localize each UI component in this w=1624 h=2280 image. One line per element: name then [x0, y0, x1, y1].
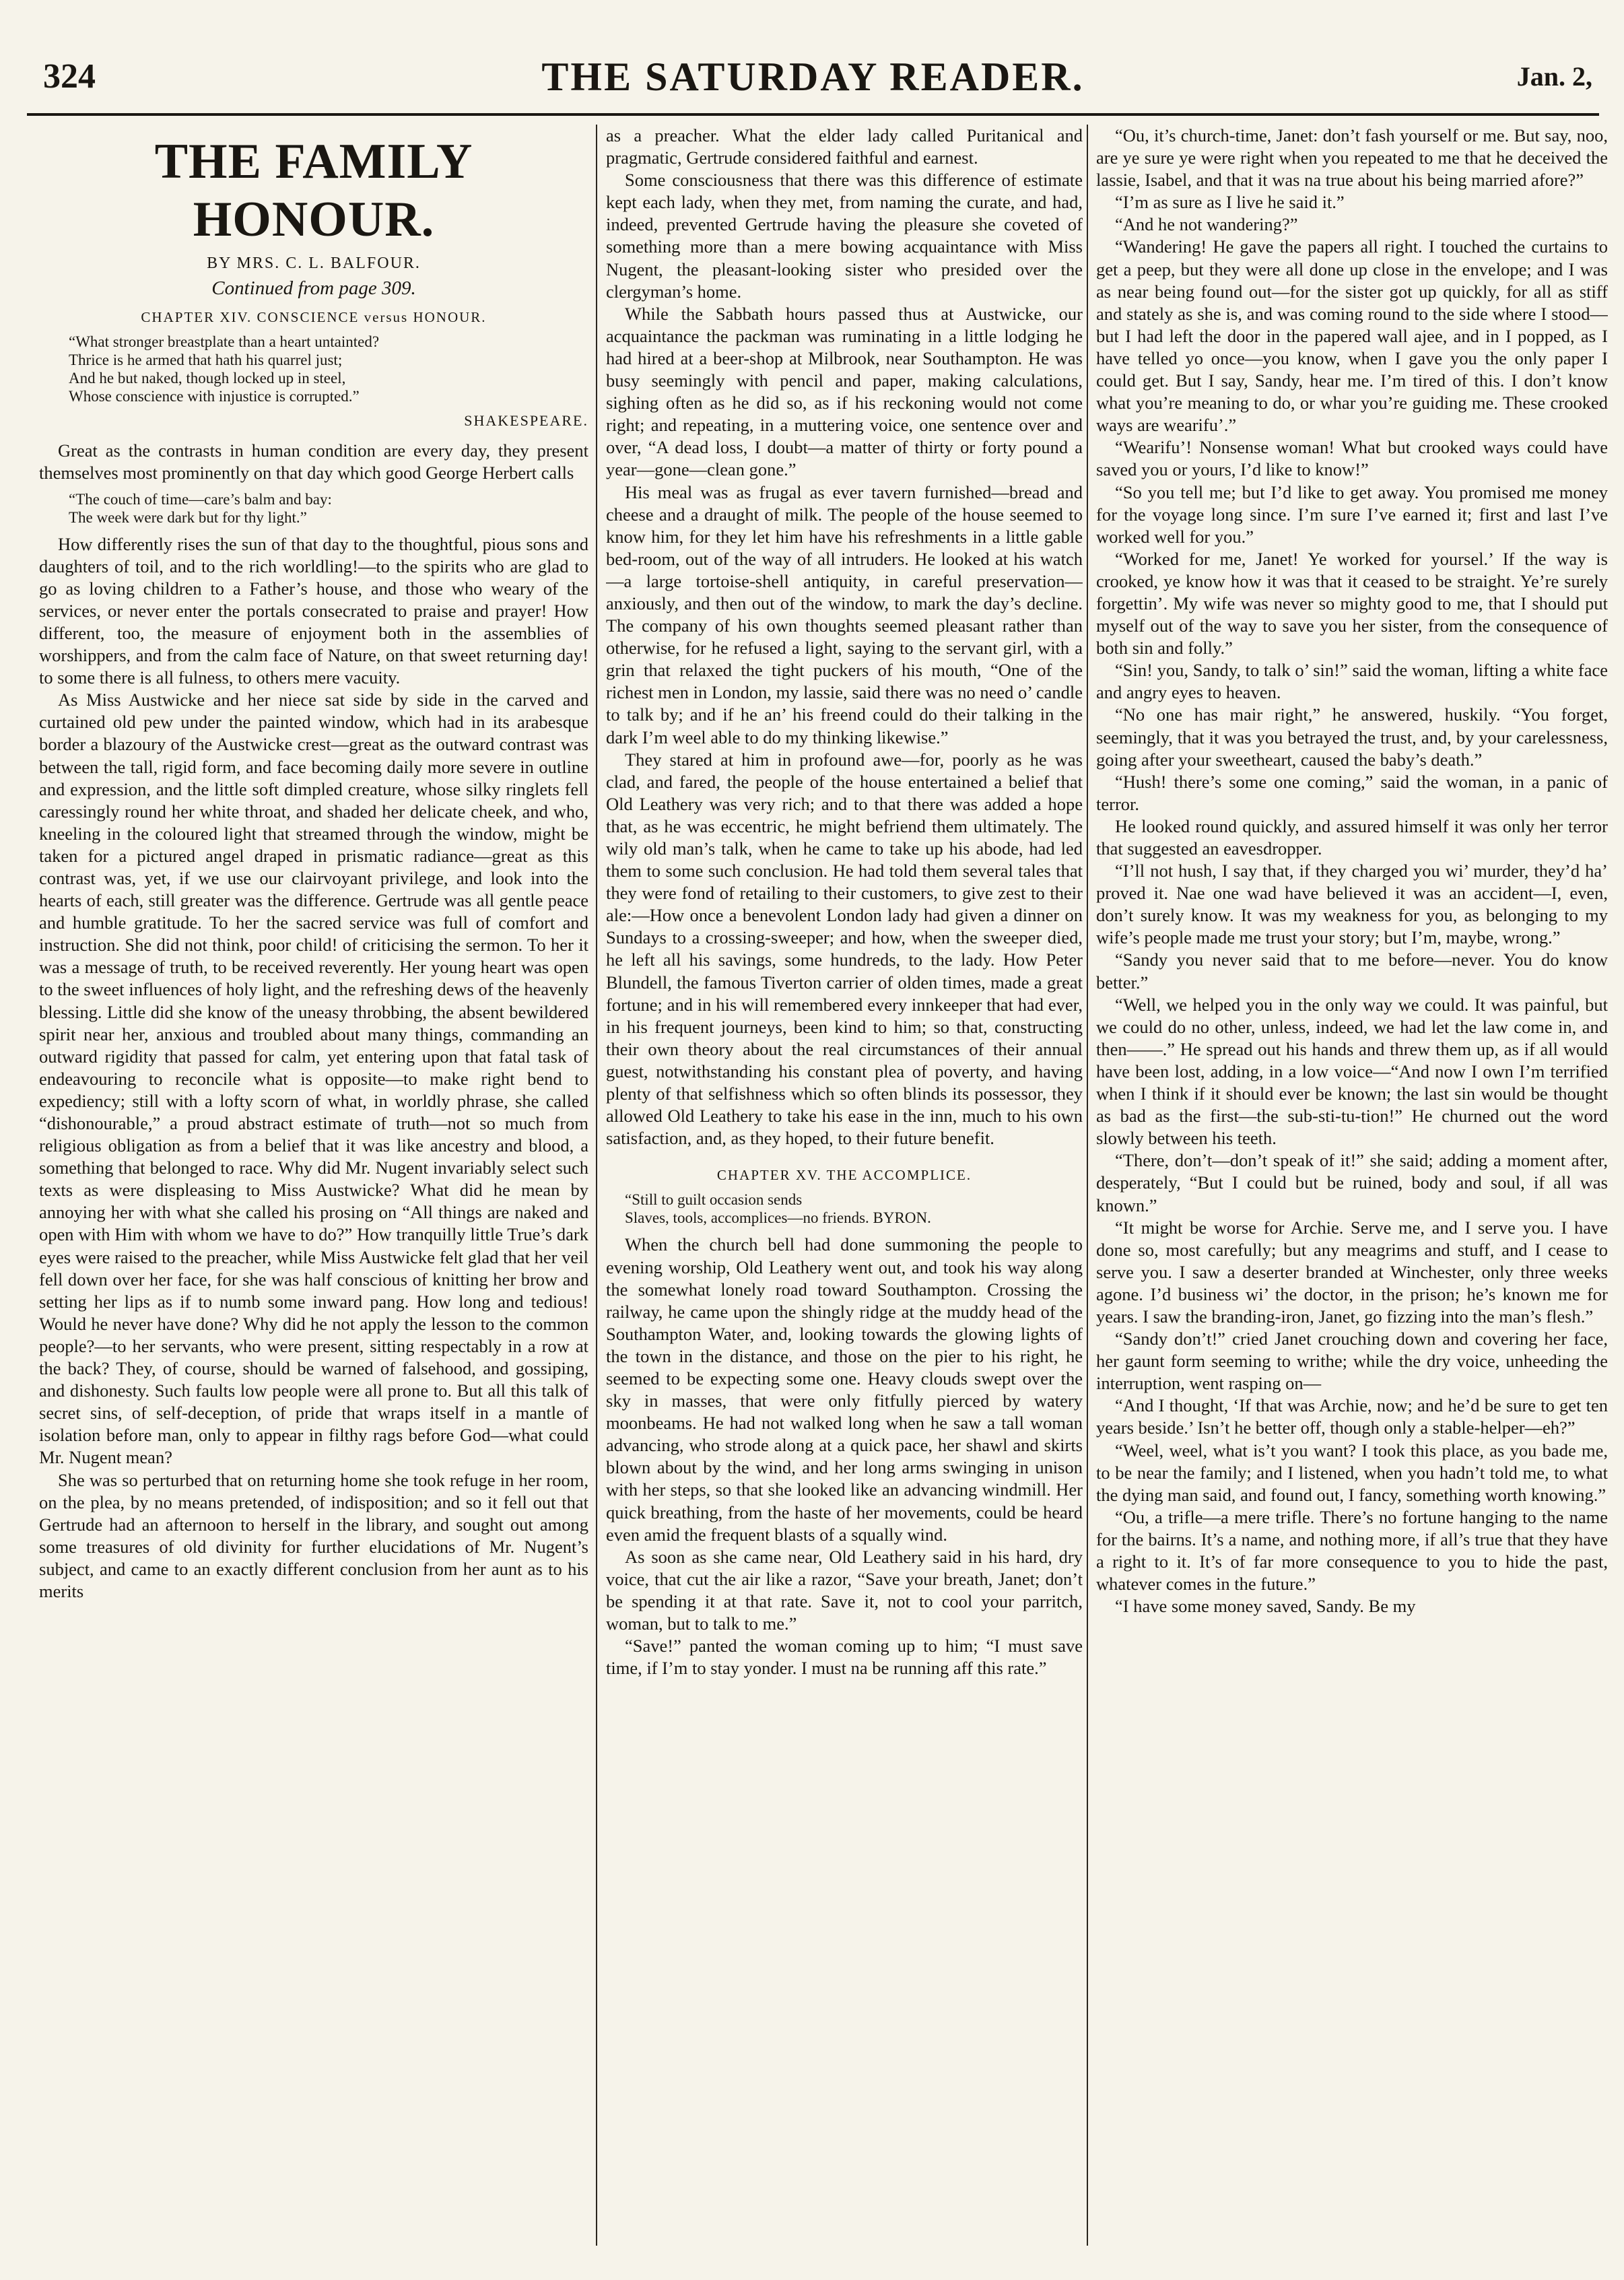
quote-line: “The couch of time—care’s balm and bay: [69, 490, 332, 508]
paragraph: “So you tell me; but I’d like to get away. You promised me money for the voyage long since. I’m sure I’ve earned it; first and last I’ve worked well for you.” [1096, 481, 1608, 547]
column-2 [606, 125, 1083, 2246]
column-rule [1087, 125, 1088, 2246]
paragraph: “Ou, it’s church-time, Janet: don’t fash yourself or me. But say, noo, are ye sure ye were right when you repeated to me that he deceived the lassie, Isabel, and that it was na true about his being married afore?” [1096, 125, 1608, 191]
paragraph: “And he not wandering?” [1115, 214, 1298, 235]
paragraph: “I have some money saved, Sandy. Be my [1115, 1596, 1416, 1617]
epigraph-attribution: SHAKESPEARE. [464, 412, 588, 430]
paragraph: “Hush! there’s some one coming,” said the woman, in a panic of terror. [1096, 771, 1608, 814]
continued-note: Continued from page 309. [211, 277, 416, 300]
paragraph: “No one has mair right,” he answered, huskily. “You forget, seemingly, that it was you betrayed the trust, and, by your carelessness, going after your sweetheart, caused the baby’s death.” [1096, 704, 1608, 770]
column-rule [596, 125, 597, 2246]
paragraph: “It might be worse for Archie. Serve me, and I serve you. I have done so, most carefully; but any meagrims and stuff, and I cease to serve you. I saw a deserter branded at Winchester, only three weeks agone. I’d business wi’ the doctor, in the prison; he’s known me for years. I saw the branding-iron, Janet, go fizzing into the man’s flesh.” [1096, 1217, 1608, 1327]
paragraph: as a preacher. What the elder lady called Puritanical and pragmatic, Gertrude considered faithful and earnest. [606, 125, 1083, 168]
paragraph: “Sin! you, Sandy, to talk o’ sin!” said the woman, lifting a white face and angry eyes to heaven. [1096, 660, 1608, 703]
epigraph-line: “What stronger breastplate than a heart untainted? [69, 333, 380, 351]
paragraph: “And I thought, ‘If that was Archie, now; and he’d be sure to get ten years beside.’ Isn’t he better off, though only a stable-helper—eh?” [1096, 1395, 1608, 1438]
story-title: THE FAMILY HONOUR. [154, 134, 473, 247]
epigraph-line: Thrice is he armed that hath his quarrel just; [69, 351, 343, 369]
epigraph-line: Slaves, tools, accomplices—no friends. BYRON. [625, 1209, 931, 1227]
paragraph: When the church bell had done summoning the people to evening worship, Old Leathery went out, and took his way along the somewhat lonely road toward Southampton. Crossing the railway, he came upon the shingly ridge at the muddy head of the Southampton Water, and, looking towards the glowing lights of the town in the distance, and those on the pier to his right, he seemed to be expecting some one. Heavy clouds swept over the sky in masses, that were only fitfully pierced by watery moonbeams. He had not walked long when he saw a tall woman advancing, who strode along at a quick pace, her shawl and skirts blown about by the wind, and her long arms swinging in unison with her steps, so that she looked like an advancing windmill. Her quick breathing, from the haste of her movements, could be heard even amid the frequent blasts of a squally wind. [606, 1234, 1083, 1545]
paragraph: His meal was as frugal as ever tavern furnished—bread and cheese and a draught of milk. The people of the house seemed to know him, for they let him have his refreshments in a little gable bed-room, out of the way of all intruders. He looked at his watch—a large tortoise-shell antiquity, in careful preservation—anxiously, and then out of the window, to mark the day’s decline. The company of his own thoughts seemed pleasant rather than otherwise, for he refused a light, saying to the servant girl, with a grin that relaxed the tight puckers of his mouth, “One of the richest men in London, my lassie, said there was no need o’ candle to talk by; and if he an’ his freend could do their talking in the dark I’m weel able to do my thinking likewise.” [606, 481, 1083, 747]
epigraph [625, 1191, 1083, 1227]
epigraph [69, 333, 588, 405]
paragraph: As Miss Austwicke and her niece sat side by side in the carved and curtained old pew under the painted window, which had in its arabesque border a blazoury of the Austwicke crest—great as the outward contrast was between the tall, rigid form, and face becoming daily more severe in outline and expression, and the little soft dimpled creature, whose silky ringlets fell caressingly round her white throat, and shaded her delicate cheek, and who, kneeling in the coloured light that streamed through the window, might be taken for a pictured angel draped in prismatic radiance—great as this contrast was, yet, if we use our clairvoyant privilege, and look into the hearts of each, still greater was the difference. Gertrude was all gentle peace and humble gratitude. To her the sacred service was full of comfort and instruction. She did not think, poor child! of criticising the sermon. To her it was a message of truth, to be received reverently. Her young heart was open to the sweet influences of holy light, and the refreshing dews of the heavenly blessing. Little did she know of the uneasy throbbing, the absent bewildered spirit near her, anxious and troubled about many things, commanding an outward rigidity that passed for calm, yet entering upon that fatal task of endeavouring to reconcile what is opposite—to make right bend to expediency; still with a lofty scorn of what, in worldly phrase, she called “dishonourable,” a proud abstract estimate of truth—not so much from religious obligation as from a belief that it was like ancestry and blood, a something that belonged to race. Why did Mr. Nugent invariably select such texts as were displeasing to Miss Austwicke? What did he mean by annoying her with what she called his prosing on “All things are naked and open with Him with whom we have to do?” How tranquilly little True’s dark eyes were raised to the preacher, while Miss Austwicke felt glad that her veil fell down over her face, for she was half conscious of knitting her brow and setting her lips as if to numb some inward pang. How long and tedious! Would he never have done? Why did he not apply the lesson to the common people?—to her servants, who were present, sitting respectably in a row at the back? They, of course, should be warned of falsehood, and gossiping, and dishonesty. Such faults low people were all prone to. But all this talk of secret sins, of self-deception, of pride that wraps itself in a mantle of isolation before man, only to appear in filthy rags before God—what could Mr. Nugent mean? [39, 690, 588, 1468]
page-header [27, 39, 1599, 116]
paragraph: While the Sabbath hours passed thus at Austwicke, our acquaintance the packman was ruminating in a little lodging he had hired at a beer-shop at Milbrook, near Southampton. He was busy seemingly with pencil and paper, making calculations, sighing often as he did so, as if his reckoning would not come right; and repeating, in a muttering voice, one sentence over and over, “A dead loss, I doubt—a matter of thirty or forty pound a year—gone—clean gone.” [606, 303, 1083, 480]
herbert-quote [69, 490, 588, 527]
quote-line: The week were dark but for thy light.” [69, 508, 307, 526]
paragraph: “I’ll not hush, I say that, if they charged you wi’ murder, they’d ha’ proved it. Nae one wad have believed it was an accident—I, even, don’t surely know. It was my weakness for you, as belonging to my wife’s people made me trust your story; but I’m, maybe, wrong.” [1096, 861, 1608, 948]
paragraph: “Ou, a trifle—a mere trifle. There’s no fortune hanging to the name for the bairns. It’s a name, and nothing more, if all’s true that they have a right to it. It’s of far more consequence to you to hide the past, whatever comes in the future.” [1096, 1506, 1608, 1595]
paragraph: As soon as she came near, Old Leathery said in his hard, dry voice, that cut the air like a razor, “Save your breath, Janet; don’t be spending it at that rate. Save it, not to cool your parritch, woman, but to talk to me.” [606, 1546, 1083, 1634]
page-number: 324 [43, 57, 96, 96]
paragraph: “Wearifu’! Nonsense woman! What but crooked ways could have saved you or yours, I’d like to know!” [1096, 437, 1608, 480]
paragraph: “Worked for me, Janet! Ye worked for yoursel.’ If the way is crooked, ye know how it was that it ceased to be straight. Ye’re surely forgettin’. My wife was never so mighty good to me, that I should put myself out of the way to save you her sister, from the consequence of both sin and folly.” [1096, 548, 1608, 659]
paragraph: “There, don’t—don’t speak of it!” she said; adding a moment after, desperately, “But I could but be ruined, body and soul, if all was known.” [1096, 1150, 1608, 1215]
paragraph: “Save!” panted the woman coming up to him; “I must save time, if I’m to stay yonder. I must na be running aff this rate.” [606, 1636, 1083, 1679]
paragraph: She was so perturbed that on returning home she took refuge in her room, on the plea, by no means pretended, of indisposition; and so it fell out that Gertrude had an afternoon to herself in the library, and sought out among some treasures of old divinity for further elucidations of Mr. Nugent’s subject, and came to an exactly different conclusion from her aunt as to his merits [39, 1469, 588, 1601]
chapter-heading: CHAPTER XIV. CONSCIENCE versus HONOUR. [141, 309, 487, 326]
paragraph: “Well, we helped you in the only way we could. It was painful, but we could do no other, unless, indeed, we had let the law come in, and then——.” He spread out his hands and threw them up, as if all would have been lost, adding, in a low voice—“And now I own I’m terrified when I think if it should ever be known; the last sin would be thought as bad as the first—the sub-sti-tu-tion!” He churned out the word slowly between his teeth. [1096, 994, 1608, 1149]
paragraph: “I’m as sure as I live he said it.” [1115, 192, 1345, 213]
chapter-heading: CHAPTER XV. THE ACCOMPLICE. [716, 1167, 972, 1184]
paragraph: “Weel, weel, what is’t you want? I took this place, as you bade me, to be near the family; and I listened, when you hadn’t told me, to what the dying man said, and found out, I fancy, something worth knowing.” [1096, 1440, 1608, 1505]
column-1 [39, 125, 588, 2246]
epigraph-line: And he but naked, though locked up in steel, [69, 370, 346, 387]
epigraph-line: Whose conscience with injustice is corrupted.” [69, 388, 360, 405]
paragraph: “Sandy you never said that to me before—never. You do know better.” [1096, 949, 1608, 993]
paragraph: “Wandering! He gave the papers all right. I touched the curtains to get a peep, but they were all done up close in the envelope; and I was as near being found out—for the sister got up quickly, for all as stiff and stately as she is, and was coming round to the side where I stood—but I had left the door in the papered wall ajee, and in I popped, as I have telled yo once—you know, when I gave you the only paper I could get. But I say, Sandy, hear me. I’m tired of this. I don’t know what you’re meaning to do, or whar you’re guiding me. These crooked ways are wearifu’.” [1096, 236, 1608, 436]
column-3 [1096, 125, 1608, 2246]
paragraph: How differently rises the sun of that day to the thoughtful, pious sons and daughters of toil, and to the rich worldling!—to the spirits who are glad to go as loving children to a Father’s house, and those who weary of the services, or never enter the portals consecrated to praise and prayer! How different, too, the measure of enjoyment both in the assemblies of worshippers, and from the calm face of Nature, on that sweet returning day! to some there is all fulness, to others mere vacuity. [39, 533, 588, 688]
byline: BY MRS. C. L. BALFOUR. [207, 255, 421, 272]
paragraph: They stared at him in profound awe—for, poorly as he was clad, and fared, the people of the house entertained a belief that Old Leathery was very rich; and to that there was added a hope that, as he was eccentric, he might befriend them ultimately. The wily old man’s talk, when he came to take up his abode, had led them to some such conclusion. He had told them several tales that they were fond of retailing to their customers, to give zest to their ale:—How once a benevolent London lady had given a dinner on Sundays to a crossing-sweeper; and how, when the sweeper died, he left all his savings, some hundreds, to the lady. How Peter Blundell, the famous Tiverton carrier of olden times, made a great fortune; and in his will remembered every innkeeper that had ever, in his frequent journeys, been kind to him; so that, constructing their own theory about the real circumstances of their annual guest, notwithstanding his constant plea of poverty, and having plenty of that selfishness which so often blinds its possessor, they allowed Old Leathery to take his ease in the inn, much to his own satisfaction, and, as they hoped, to their future benefit. [606, 749, 1083, 1149]
paragraph: Great as the contrasts in human condition are every day, they present themselves most prominently on that day which good George Herbert calls [39, 440, 588, 483]
issue-date: Jan. 2, [1516, 61, 1592, 92]
publication-title: THE SATURDAY READER. [541, 55, 1085, 99]
epigraph-line: “Still to guilt occasion sends [625, 1191, 803, 1209]
paragraph: “Sandy don’t!” cried Janet crouching down and covering her face, her gaunt form seeming to writhe; while the dry voice, unheeding the interruption, went rasping on— [1096, 1329, 1608, 1394]
paragraph: Some consciousness that there was this difference of estimate kept each lady, when they met, from naming the curate, and had, indeed, prevented Gertrude having the pleasure she coveted of something more than a mere bowing acquaintance with Miss Nugent, the pleasant-looking sister who presided over the clergyman’s home. [606, 170, 1083, 302]
paragraph: He looked round quickly, and assured himself it was only her terror that suggested an eavesdropper. [1096, 815, 1608, 859]
